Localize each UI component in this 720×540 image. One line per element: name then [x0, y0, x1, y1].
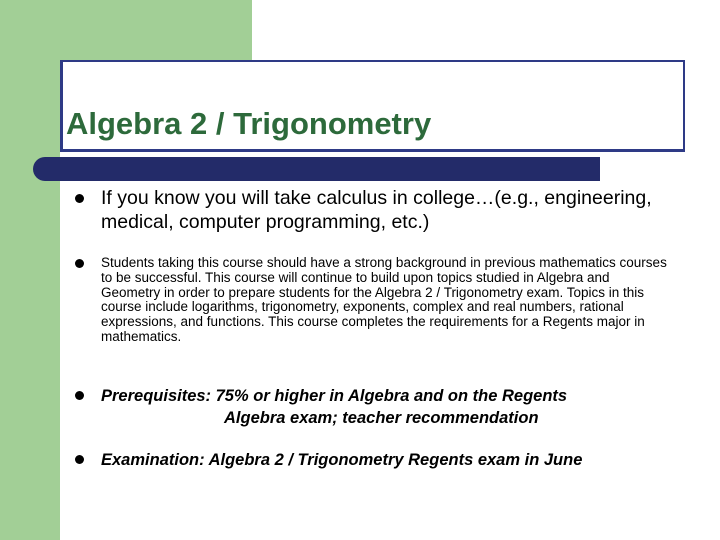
bullet-dot-icon — [75, 391, 84, 400]
bullet-dot-icon — [75, 194, 84, 203]
green-side-accent — [0, 0, 60, 540]
title-underline-bar — [33, 157, 600, 181]
bullet-dot-icon — [75, 259, 84, 268]
bullet-calculus: If you know you will take calculus in college…(e.g., engineering, medical, computer programming, etc.) — [101, 187, 652, 233]
bullet-course-description: Students taking this course should have a strong background in previous mathematics courses to be successful. This course will continue to build upon topics studied in Algebra and Geometry in order to prepare students for the Algebra 2 / Trigonometry exam. Topics in this course include logarithms, trigonometry, exponents, complex and real numbers, rational expressions, and functions. This course completes the requirements for a Regents major in mathematics. — [101, 255, 667, 344]
bullet-prerequisites — [101, 385, 681, 429]
prerequisites-line-2: Algebra exam; teacher recommendation — [224, 409, 539, 427]
slide-title: Algebra 2 / Trigonometry — [66, 106, 432, 141]
prerequisites-line-1: Prerequisites: 75% or higher in Algebra and on the Regents — [101, 387, 568, 405]
green-top-accent — [0, 0, 252, 60]
bullet-examination: Examination: Algebra 2 / Trigonometry Regents exam in June — [101, 451, 583, 469]
bullet-dot-icon — [75, 455, 84, 464]
